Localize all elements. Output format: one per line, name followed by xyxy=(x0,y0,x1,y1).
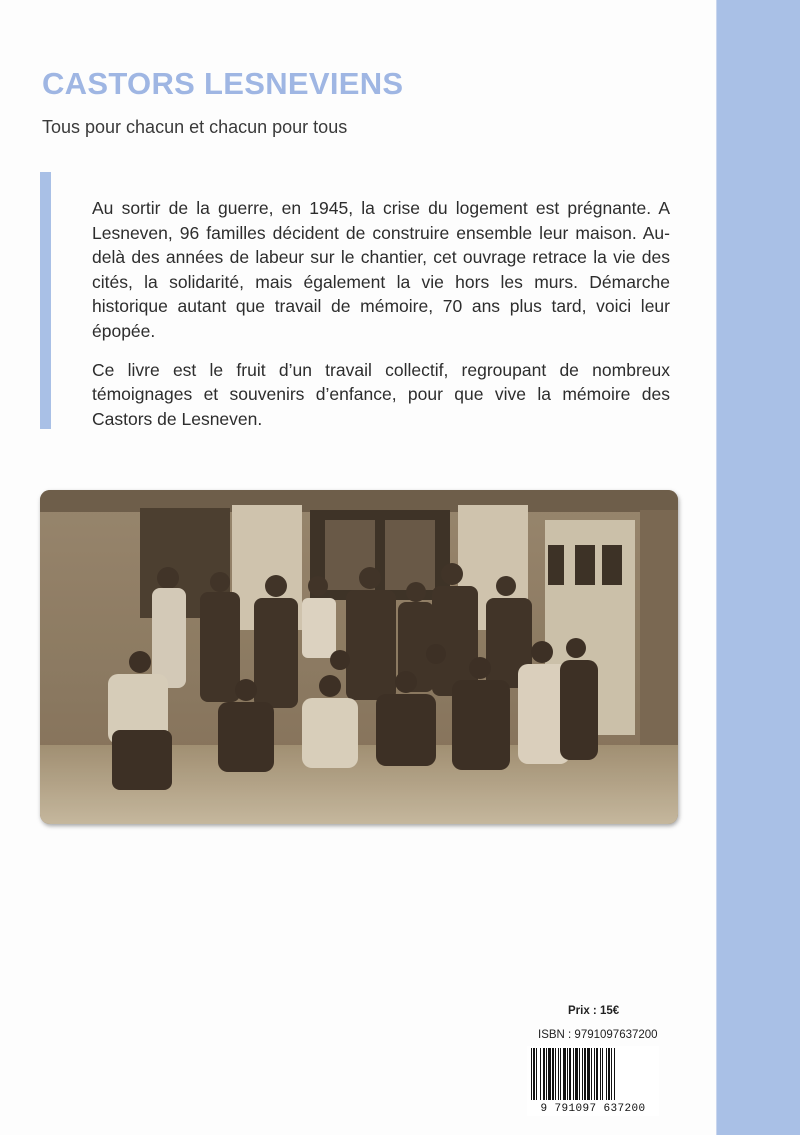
accent-bar xyxy=(40,172,51,429)
back-cover-blurb xyxy=(92,196,670,445)
barcode-digits: 9 791097 637200 xyxy=(540,1103,646,1115)
blurb-paragraph-2: Ce livre est le fruit d’un travail collectif, regroupant de nombreux témoignages et souvenirs d’enfance, pour que vive la mémoire des Castors de Lesneven. xyxy=(92,359,670,429)
price-label: Prix : 15€ xyxy=(568,1005,620,1017)
book-title: CASTORS LESNEVIENS xyxy=(42,66,404,101)
book-subtitle: Tous pour chacun et chacun pour tous xyxy=(42,117,348,137)
isbn-label: ISBN : 9791097637200 xyxy=(538,1029,658,1041)
blurb-paragraph-1: Au sortir de la guerre, en 1945, la crise du logement est prégnante. A Lesneven, 96 familles décident de construire ensemble leur maison. Au-delà des années de labeur sur le chantier, cet ouvrage retrace la vie des cités, la solidarité, mais également la vie hors les murs. Démarche historique autant que travail de mémoire, 70 ans plus tard, voici leur épopée. xyxy=(92,198,670,341)
book-spine xyxy=(716,0,800,1135)
historic-group-photo xyxy=(40,490,678,824)
